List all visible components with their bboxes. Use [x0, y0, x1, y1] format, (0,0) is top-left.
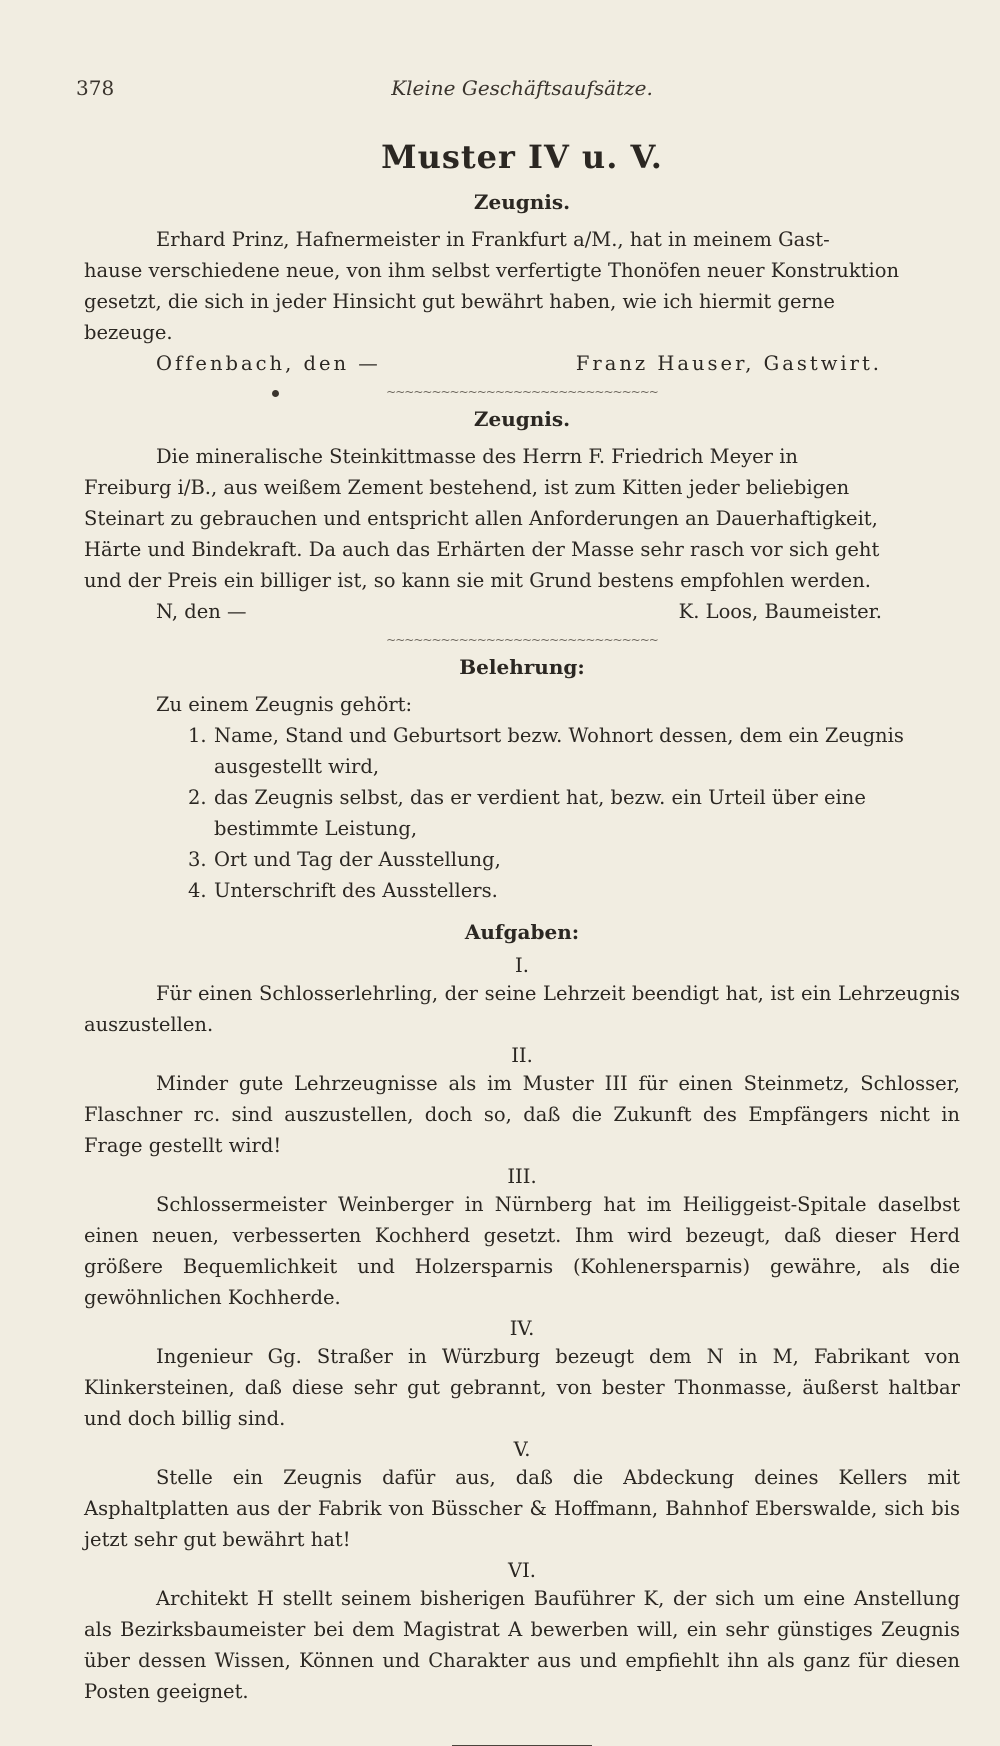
- zeugnis-1-line-3: gesetzt, die sich in jeder Hinsicht gut bewährt haben, wie ich hiermit gerne: [84, 290, 835, 313]
- item-number: 2.: [188, 786, 207, 809]
- aufgaben: [84, 920, 960, 1707]
- requirements-list: [84, 720, 960, 906]
- zeugnis-2: [84, 407, 960, 627]
- task-numeral: VI.: [508, 1559, 536, 1582]
- task-text: Schlossermeister Weinberger in Nürnberg hat im Heiliggeist-Spitale daselbst einen neuen, verbesserten Kochherd gesetzt. Ihm wird bezeugt, daß dieser Herd größere Bequemlichkeit und Holzersparnis (Kohlenersparnis) gewähre, als die gewöhnlichen Kochherde.: [84, 1193, 960, 1309]
- zeugnis-2-line-4: Härte und Bindekraft. Da auch das Erhärten der Masse sehr rasch vor sich geht: [84, 538, 880, 561]
- task-text: Für einen Schlosserlehrling, der seine Lehrzeit beendigt hat, ist ein Lehrzeugnis auszustellen.: [84, 982, 960, 1036]
- ornamental-divider: ~~~~~~~~~~~~~~~~~~~~~~~~~~~~~~: [386, 633, 658, 647]
- place-date: N, den —: [156, 600, 247, 623]
- signature-line: [84, 596, 960, 627]
- zeugnis-2-line-1: Die mineralische Steinkittmasse des Herrn F. Friedrich Meyer in: [156, 445, 798, 468]
- section-title: Belehrung:: [459, 655, 585, 679]
- task-numeral: II.: [511, 1044, 533, 1067]
- zeugnis-1-line-2: hause verschiedene neue, von ihm selbst verfertigte Thonöfen neuer Konstruktion: [84, 259, 900, 282]
- zeugnis-1-line-4: bezeuge.: [84, 321, 173, 344]
- place-date: Offenbach, den —: [156, 352, 381, 375]
- section-title: Zeugnis.: [473, 190, 571, 214]
- zeugnis-2-line-3: Steinart zu gebrauchen und entspricht allen Anforderungen an Dauerhaftigkeit,: [84, 507, 878, 530]
- task-numeral: IV.: [509, 1317, 535, 1340]
- task-text: Stelle ein Zeugnis dafür aus, daß die Abdeckung deines Kellers mit Asphaltplatten aus der Fabrik von Büsscher & Hoffmann, Bahnhof Eberswalde, sich bis jetzt sehr gut bewährt hat!: [84, 1466, 960, 1551]
- page-number: 378: [76, 76, 115, 100]
- print-speck: [272, 390, 279, 397]
- belehrung: [84, 655, 960, 906]
- list-item: [84, 875, 960, 906]
- item-text: das Zeugnis selbst, das er verdient hat, bezw. ein Urteil über eine bestimmte Leistung,: [214, 786, 866, 840]
- zeugnis-1-line-1: Erhard Prinz, Hafnermeister in Frankfurt a/M., hat in meinem Gast-: [156, 228, 830, 251]
- task-numeral: V.: [513, 1438, 531, 1461]
- main-title: Muster IV u. V.: [381, 138, 663, 176]
- task-text: Ingenieur Gg. Straßer in Würzburg bezeugt dem N in M, Fabrikant von Klinkersteinen, daß diese sehr gut gebrannt, von bester Thonmasse, äußerst haltbar und doch billig sind.: [84, 1345, 960, 1430]
- list-item: [84, 782, 960, 844]
- item-number: 1.: [188, 724, 207, 747]
- signature: K. Loos, Baumeister.: [678, 600, 882, 623]
- signature-line: [84, 348, 960, 379]
- list-item: [84, 720, 960, 782]
- item-number: 3.: [188, 848, 207, 871]
- task-numeral: III.: [507, 1165, 537, 1188]
- task-text: Minder gute Lehrzeugnisse als im Muster III für einen Steinmetz, Schlosser, Flaschner rc. sind auszustellen, doch so, daß die Zukunft des Empfängers nicht in Frage gestellt wird!: [84, 1072, 960, 1157]
- page-header: [76, 68, 960, 104]
- task-text: Architekt H stellt seinem bisherigen Bauführer K, der sich um eine Anstellung als Bezirksbaumeister bei dem Magistrat A bewerben will, ein sehr günstiges Zeugnis über dessen Wissen, Können und Charakter aus und empfiehlt ihn als ganz für diesen Posten geeignet.: [84, 1587, 960, 1703]
- item-text: Ort und Tag der Ausstellung,: [214, 848, 501, 871]
- ornamental-divider: ~~~~~~~~~~~~~~~~~~~~~~~~~~~~~~: [386, 385, 658, 399]
- item-text: Name, Stand und Geburtsort bezw. Wohnort dessen, dem ein Zeugnis ausgestellt wird,: [214, 724, 904, 778]
- belehrung-intro: Zu einem Zeugnis gehört:: [156, 693, 413, 716]
- list-item: [84, 844, 960, 875]
- item-text: Unterschrift des Ausstellers.: [214, 879, 498, 902]
- section-title: Aufgaben:: [464, 920, 580, 944]
- section-title: Zeugnis.: [473, 407, 571, 431]
- task-numeral: I.: [515, 954, 529, 977]
- signature: Franz Hauser, Gastwirt.: [575, 352, 882, 375]
- zeugnis-1: [84, 190, 960, 379]
- running-head: Kleine Geschäftsaufsätze.: [391, 76, 653, 100]
- zeugnis-2-line-2: Freiburg i/B., aus weißem Zement bestehend, ist zum Kitten jeder beliebigen: [84, 476, 850, 499]
- zeugnis-2-line-5: und der Preis ein billiger ist, so kann sie mit Grund bestens empfohlen werden.: [84, 569, 871, 592]
- item-number: 4.: [188, 879, 207, 902]
